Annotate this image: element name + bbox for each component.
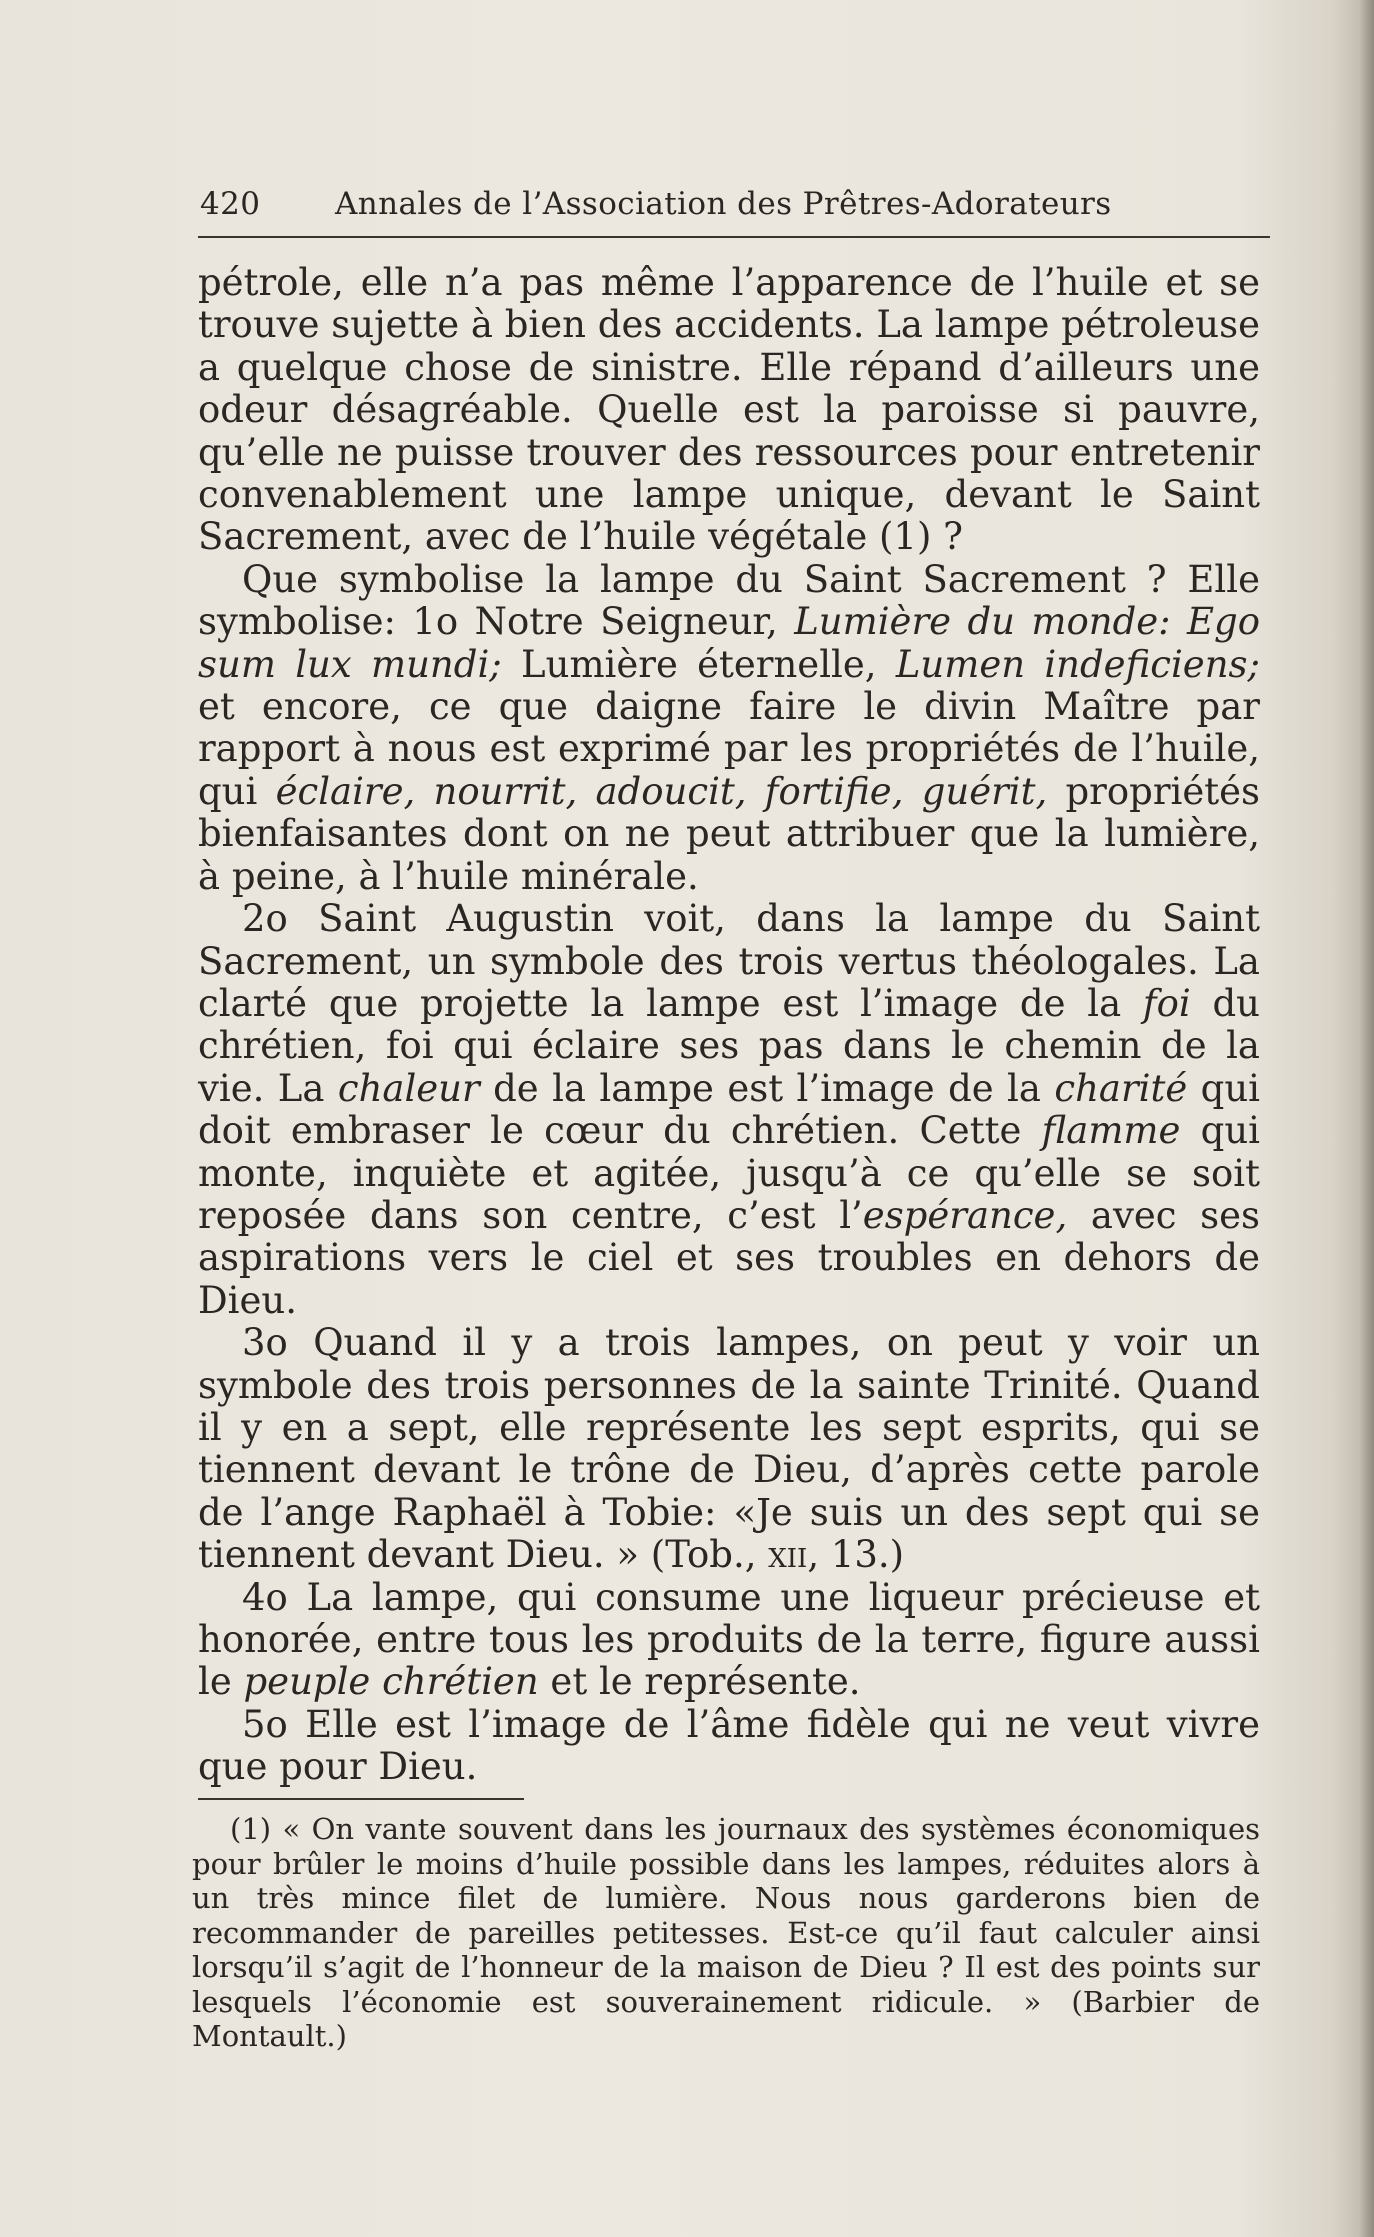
header-rule xyxy=(198,236,1270,238)
page-edge xyxy=(1358,0,1374,2237)
footnote-rule xyxy=(198,1798,524,1800)
paragraph-4: 3o Quand il y a trois lampes, on peut y voir un symbole des trois personnes de la sainte Trinité. Quand il y en a sept, elle représente les sept esprits, qui se tiennent devant le trône de Dieu, d’après cette parole de l’ange Raphaël à Tobie: «Je suis un des sept qui se tiennent devant Dieu. » (Tob., xii, 13.) xyxy=(198,1321,1260,1577)
running-header xyxy=(200,186,1270,230)
page-number: 420 xyxy=(200,186,261,222)
paragraph-2: Que symbolise la lampe du Saint Sacrement ? Elle symbolise: 1o Notre Seigneur, Lumière du monde: Ego sum lux mundi; Lumière éternelle, Lumen indeficiens; et encore, ce que daigne faire le divin Maître par rapport à nous est exprimé par les propriétés de l’huile, qui éclaire, nourrit, adoucit, fortifie, guérit, propriétés bienfaisantes dont on ne peut attribuer que la lumière, à peine, à l’huile minérale. xyxy=(198,557,1260,898)
main-text xyxy=(198,262,1260,1789)
paragraph-3: 2o Saint Augustin voit, dans la lampe du Saint Sacrement, un symbole des trois vertus théologales. La clarté que projette la lampe est l’image de la foi du chrétien, foi qui éclaire ses pas dans le chemin de la vie. La chaleur de la lampe est l’image de la charité qui doit embraser le cœur du chrétien. Cette flamme qui monte, inquiète et agitée, jusqu’à ce qu’elle se soit reposée dans son centre, c’est l’espérance, avec ses aspirations vers le ciel et ses troubles en dehors de Dieu. xyxy=(198,897,1261,1322)
running-title: Annales de l’Association des Prêtres-Adorateurs xyxy=(335,186,1112,222)
paragraph-1: pétrole, elle n’a pas même l’apparence de l’huile et se trouve sujette à bien des accidents. La lampe pétroleuse a quelque chose de sinistre. Elle répand d’ailleurs une odeur désagréable. Quelle est la paroisse si pauvre, qu’elle ne puisse trouver des ressources pour entretenir convenablement une lampe unique, devant le Saint Sacrement, avec de l’huile végétale (1) ? xyxy=(198,261,1260,559)
footnote xyxy=(192,1812,1260,2054)
paragraph-6: 5o Elle est l’image de l’âme fidèle qui ne veut vivre que pour Dieu. xyxy=(198,1702,1260,1789)
paragraph-5: 4o La lampe, qui consume une liqueur précieuse et honorée, entre tous les produits de la terre, figure aussi le peuple chrétien et le représente. xyxy=(198,1575,1260,1704)
footnote-text: (1) « On vante souvent dans les journaux des systèmes économiques pour brûler le moins d’huile possible dans les lampes, réduites alors à un très mince filet de lumière. Nous nous garderons bien de recommander de pareilles petitesses. Est-ce qu’il faut calculer ainsi lorsqu’il s’agit de l’honneur de la maison de Dieu ? Il est des points sur lesquels l’économie est souverainement ridicule. » (Barbier de Montault.) xyxy=(192,1812,1260,2053)
